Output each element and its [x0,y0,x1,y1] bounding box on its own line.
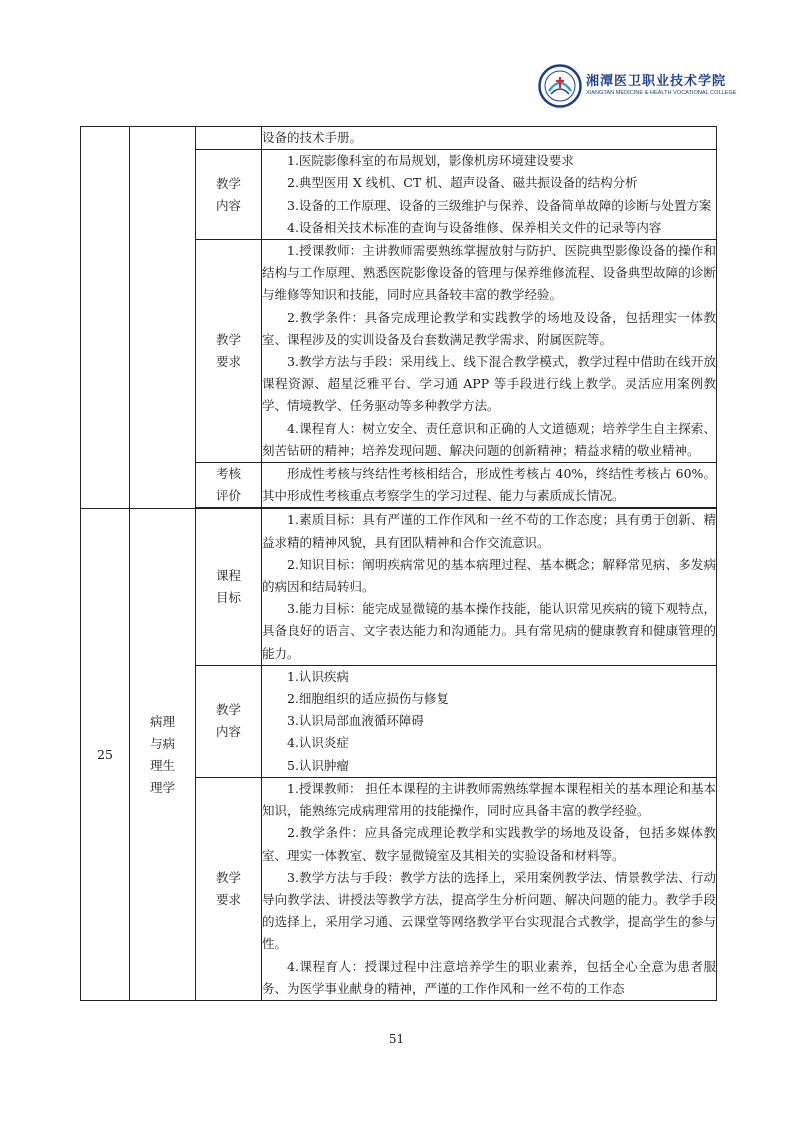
list-item: 2.教学条件：应具备完成理论教学和实践教学的场地及设备，包括多媒体教室、理实一体教室、数字显微镜室及其相关的实验设备和材料等。 [262,825,716,863]
college-emblem-icon [538,64,582,108]
teaching-requirements-label: 教学 要求 [215,869,241,907]
page-number: 51 [388,1032,405,1046]
list-item: 3.教学方法与手段：教学方法的选择上，采用案例教学法、情景教学法、行动导向教学法、讲授法等教学方法，提高学生分析问题、解决问题的能力。教学手段的选择上，采用学习通、云课堂等网络教学平台实现混合式教学，提高学生的参与性。 [262,869,716,952]
list-item: 4.课程育人：授课过程中注意培养学生的职业素养，包括全心全意为患者服务、为医学事业献身的精神，严谨的工作作风和一丝不苟的工作态 [262,958,716,996]
course-name-cell [130,509,196,1000]
list-item: 4.认识炎症 [287,735,349,751]
text-line: 设备的技术手册。 [262,130,363,145]
content-cell [262,240,717,463]
college-name: 湘潭医卫职业技术学院 [586,74,727,89]
list-item: 3.认识局部血液循环障碍 [287,713,424,729]
course-number-cell [81,127,130,509]
table-row [81,509,717,665]
label-cell [196,127,262,150]
list-item: 5.认识肿瘤 [287,757,349,773]
list-item: 3.设备的工作原理、设备的三级维护与保养、设备简单故障的诊断与处置方案 [287,197,712,213]
list-item: 1.医院影像科室的布局规划，影像机房环境建设要求 [287,153,574,169]
list-item: 2.教学条件：具备完成理论教学和实践教学的场地及设备，包括理实一体教室、课程涉及的实训设备及台套数满足教学需求、附属医院等。 [262,309,716,347]
college-name-en: XIANGTAN MEDICINE & HEALTH VOCATIONAL COLLEGE [586,90,737,96]
list-item: 3.教学方法与手段：采用线上、线下混合教学模式，教学过程中借助在线开放课程资源、超星泛雅平台、学习通 APP 等手段进行线上教学。灵活应用案例教学、情境教学、任务驱动等多种教学方法。 [262,354,716,414]
label-cell [196,150,262,240]
content-cell [262,127,717,150]
label-cell [196,509,262,665]
teaching-requirements-label: 教学 要求 [215,332,241,370]
label-cell [196,665,262,777]
list-item: 4.课程育人：树立安全、责任意识和正确的人文道德观；培养学生自主探索、刻苦钻研的精神；培养发现问题、解决问题的创新精神；精益求精的敬业精神。 [262,420,716,458]
content-cell [262,150,717,240]
list-item: 1.授课教师：主讲教师需要熟练掌握放射与防护、医院典型影像设备的操作和结构与工作原理、熟悉医院影像设备的管理与保养维修流程、设备典型故障的诊断与维修等知识和技能，同时应具备较丰富的教学经验。 [262,243,716,303]
course-number-cell [81,509,130,1000]
teaching-content-label: 教学 内容 [215,702,241,740]
course-name: 病理 与病 理生 理学 [149,713,175,795]
content-cell [262,777,717,1000]
curriculum-table [80,126,717,1001]
teaching-content-label: 教学 内容 [215,175,241,213]
content-cell [262,665,717,777]
list-item: 2.知识目标：阐明疾病常见的基本病理过程、基本概念；解释常见病、多发病的病因和结局转归。 [262,556,716,595]
course-goals-label: 课程 目标 [215,568,241,606]
course-name-cell [130,127,196,509]
list-item: 1.素质目标：具有严谨的工作作风和一丝不苟的工作态度；具有勇于创新、精益求精的精神风貌，具有团队精神和合作交流意识。 [262,512,716,550]
assessment-label: 考核 评价 [215,466,241,504]
assessment-text: 形成性考核与终结性考核相结合，形成性考核占 40%，终结性考核占 60%。其中形成性考核重点考察学生的学习过程、能力与素质成长情况。 [262,466,716,504]
list-item: 1.授课教师： 担任本课程的主讲教师需熟练掌握本课程相关的基本理论和基本知识，能熟练完成病理常用的技能操作，同时应具备丰富的教学经验。 [262,780,716,819]
list-item: 1.认识疾病 [287,668,349,684]
college-logo [538,64,737,108]
course-number: 25 [97,747,113,763]
table-row [81,127,717,150]
list-item: 3.能力目标：能完成显微镜的基本操作技能，能认识常见疾病的镜下观特点，具备良好的语言、文字表达能力和沟通能力。具有常见病的健康教育和健康管理的能力。 [262,601,716,661]
content-cell [262,463,717,508]
list-item: 2.典型医用 X 线机、CT 机、超声设备、磁共振设备的结构分析 [287,175,638,191]
list-item: 4.设备相关技术标准的查询与设备维修、保养相关文件的记录等内容 [287,219,662,235]
label-cell [196,463,262,508]
content-cell [262,509,717,665]
label-cell [196,240,262,463]
list-item: 2.细胞组织的适应损伤与修复 [287,691,449,707]
label-cell [196,777,262,1000]
